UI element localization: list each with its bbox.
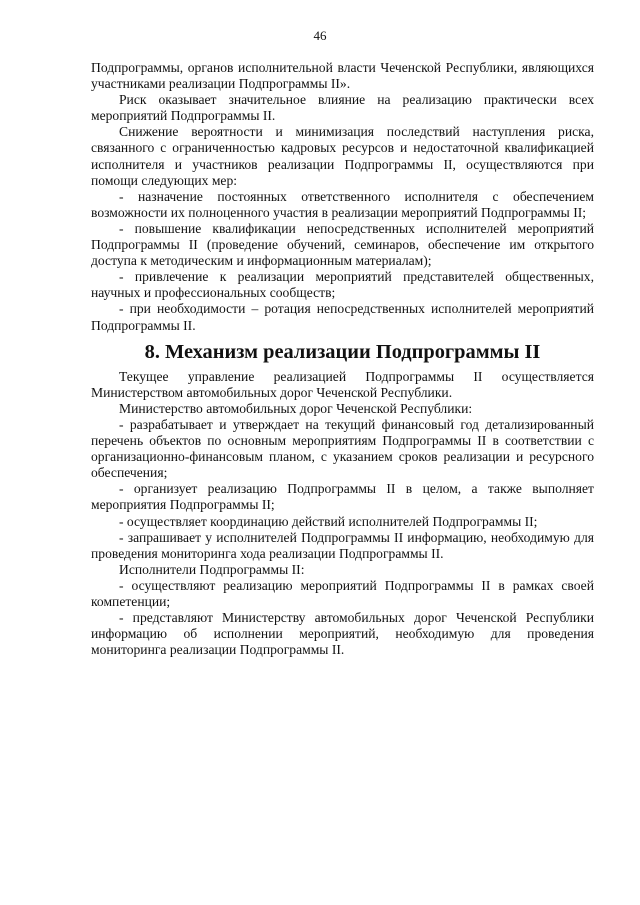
list-item: - разрабатывает и утверждает на текущий финансовый год детализированный перечень объектов по основным мероприятиям Подпрограммы II в соответствии с организационно-финансовым планом, с указанием сроков реализации и ресурсного обеспечения;	[91, 416, 594, 481]
paragraph: Исполнители Подпрограммы II:	[119, 561, 305, 577]
list-item: - привлечение к реализации мероприятий представителей общественных, научных и профессиональных сообществ;	[91, 269, 594, 301]
paragraph: Риск оказывает значительное влияние на реализацию практически всех мероприятий Подпрограммы II.	[91, 92, 594, 124]
list-item: - осуществляют реализацию мероприятий Подпрограммы II в рамках своей компетенции;	[91, 577, 594, 609]
document-body	[91, 60, 594, 658]
list-item: - осуществляет координацию действий исполнителей Подпрограммы II;	[119, 513, 538, 529]
list-item: - представляют Министерству автомобильных дорог Чеченской Республики информацию об исполнении мероприятий, необходимую для проведения мониторинга реализации Подпрограммы II.	[91, 610, 594, 658]
list-item: - организует реализацию Подпрограммы II в целом, а также выполняет мероприятия Подпрограммы II;	[91, 481, 594, 513]
list-item: - при необходимости – ротация непосредственных исполнителей мероприятий Подпрограммы II.	[91, 301, 594, 333]
paragraph: Министерство автомобильных дорог Чеченской Республики:	[119, 400, 473, 416]
section-heading: 8. Механизм реализации Подпрограммы II	[144, 340, 541, 363]
paragraph: Снижение вероятности и минимизация последствий наступления риска, связанного с ограниченностью кадровых ресурсов и недостаточной квалификацией исполнителя и участников реализации Подпрограммы II, осуществляются при помощи следующих мер:	[91, 124, 594, 188]
paragraph: Подпрограммы, органов исполнительной власти Чеченской Республики, являющихся участниками реализации Подпрограммы II».	[91, 60, 594, 92]
list-item: - назначение постоянных ответственного исполнителя с обеспечением возможности их полноценного участия в реализации мероприятий Подпрограммы II;	[91, 188, 594, 220]
paragraph: Текущее управление реализацией Подпрограммы II осуществляется Министерством автомобильных дорог Чеченской Республики.	[91, 368, 594, 400]
list-item: - запрашивает у исполнителей Подпрограммы II информацию, необходимую для проведения мониторинга хода реализации Подпрограммы II.	[91, 529, 594, 561]
page-number: 46	[313, 28, 327, 43]
list-item: - повышение квалификации непосредственных исполнителей мероприятий Подпрограммы II (проведение обучений, семинаров, обеспечение им открытого доступа к методическим и информационным материалам);	[91, 220, 594, 269]
